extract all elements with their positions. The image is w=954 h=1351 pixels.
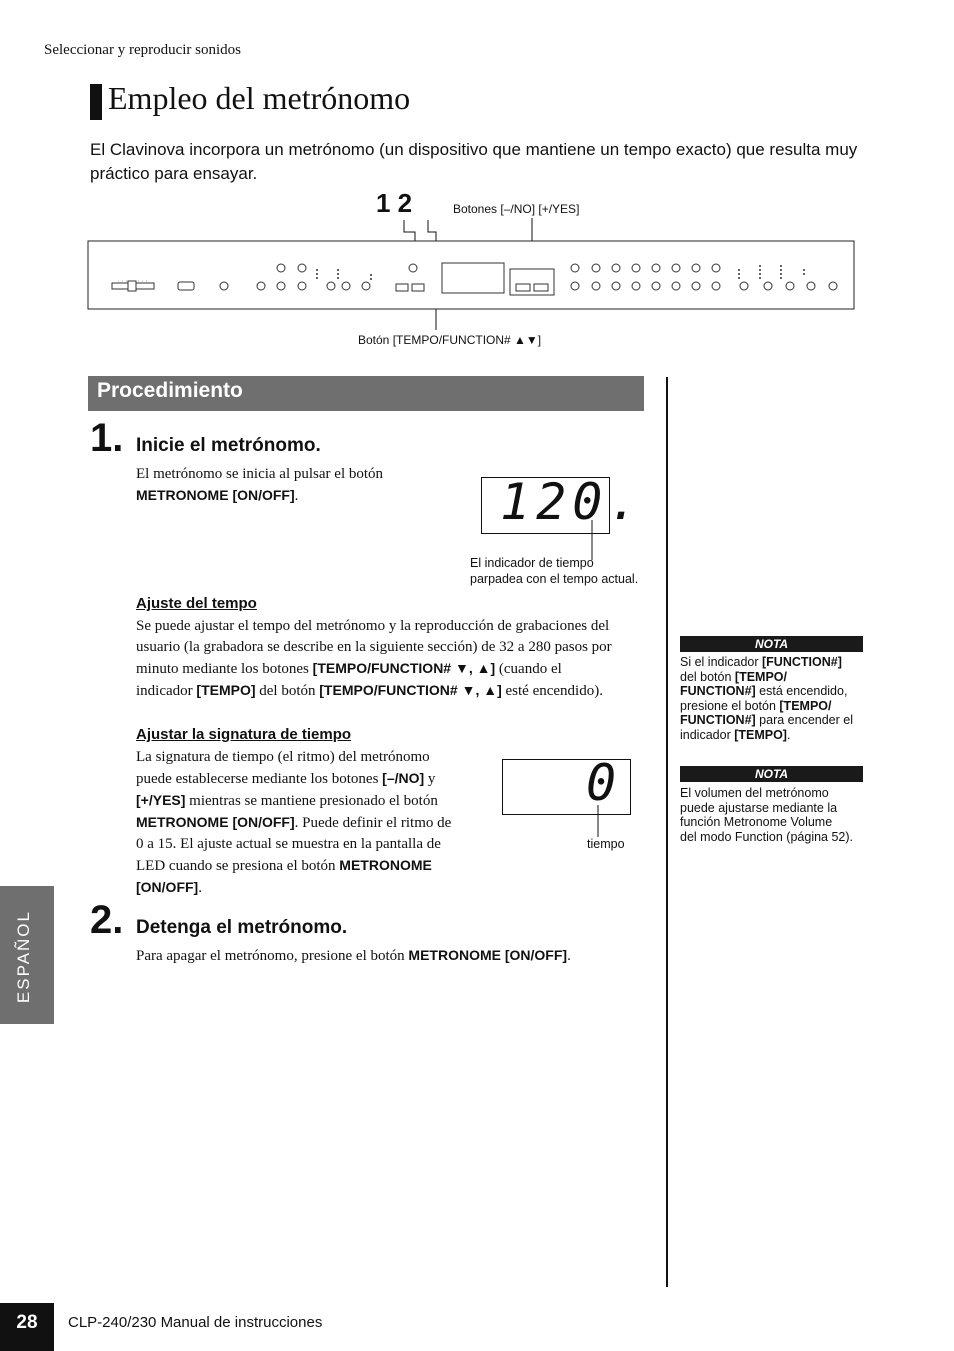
column-divider	[666, 377, 668, 1287]
note-1-text: Si el indicador [FUNCTION#] del botón [TEMPO/ FUNCTION#] está encendido, presione el botón [TEMPO/ FUNCTION#] para encender el indicador [TEMPO].	[680, 655, 853, 742]
subheading-tempo: Ajuste del tempo	[136, 595, 257, 612]
note-1-label: NOTA	[680, 636, 863, 652]
display-caption-tempo: El indicador de tiempo parpadea con el tempo actual.	[470, 556, 639, 586]
step-2-text: Para apagar el metrónomo, presione el botón METRONOME [ON/OFF].	[136, 947, 571, 964]
control-panel-diagram	[0, 0, 954, 370]
diagram-step-labels: 1 2	[376, 188, 413, 218]
page-title: Empleo del metrónomo	[108, 80, 411, 116]
beat-caption-leader	[592, 805, 604, 839]
note-2-label: NOTA	[680, 766, 863, 782]
footer-title: CLP-240/230 Manual de instrucciones	[68, 1314, 323, 1331]
step-2-heading: Detenga el metrónomo.	[136, 917, 348, 938]
subheading-signature: Ajustar la signatura de tiempo	[136, 726, 352, 743]
step-1-heading: Inicie el metrónomo.	[136, 435, 321, 456]
section-heading: Procedimiento	[97, 379, 243, 402]
step-1-number: 1.	[90, 416, 124, 460]
diagram-label-yes-no: Botones [–/NO] [+/YES]	[453, 202, 580, 216]
step-1-text: El metrónomo se inicia al pulsar el botón METRONOME [ON/OFF].	[136, 466, 384, 504]
note-2-text: El volumen del metrónomo puede ajustarse mediante la función Metronome Volume del modo Function (página 52).	[680, 786, 854, 844]
display-caption-beat: tiempo	[587, 837, 625, 851]
page-number: 28	[16, 1312, 38, 1333]
led-display-tempo-value: 120.	[500, 473, 645, 531]
signature-paragraph: La signatura de tiempo (el ritmo) del metrónomo puede establecerse mediante los botones [–/NO] y [+/YES] mientras se mantiene presionado el botón METRONOME [ON/OFF]. Puede definir el ritmo de 0 a 15. El ajuste actual se muestra en la pantalla de LED cuando se presiona el botón METRONOME [ON/OFF].	[136, 749, 452, 896]
running-header: Seleccionar y reproducir sonidos	[44, 42, 242, 58]
intro-paragraph: El Clavinova incorpora un metrónomo (un dispositivo que mantiene un tempo exacto) que resulta muy práctico para ensayar.	[90, 140, 858, 183]
tempo-paragraph: Se puede ajustar el tempo del metrónomo y la reproducción de grabaciones del usuario (la grabadora se describe en la siguiente sección) de 32 a 280 pasos por minuto mediante los botones [TEMPO/FUNCTION# ▼, ▲] (cuando el indicador [TEMPO] del botón [TEMPO/FUNCTION# ▼, ▲] esté encendido).	[136, 618, 612, 699]
led-display-beat-value: 0	[586, 754, 617, 812]
step-2-number: 2.	[90, 898, 124, 942]
diagram-label-tempo: Botón [TEMPO/FUNCTION# ▲▼]	[358, 333, 542, 347]
language-tab-label: ESPAÑOL	[14, 910, 33, 1004]
